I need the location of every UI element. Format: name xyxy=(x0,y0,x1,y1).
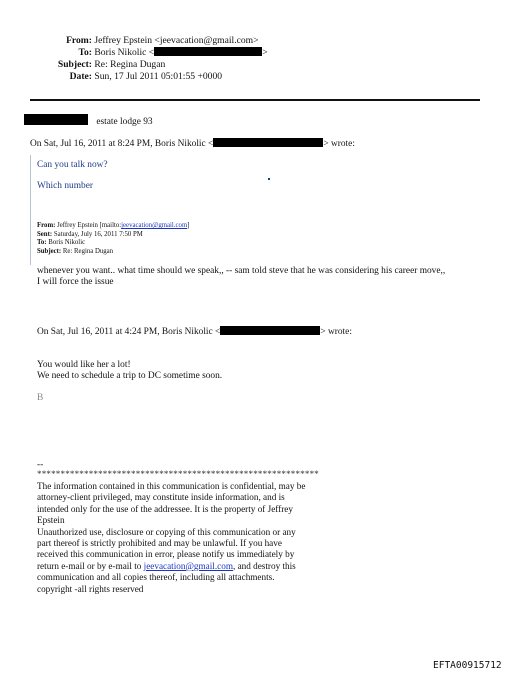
fwd-header xyxy=(37,222,190,256)
reply1-intro xyxy=(30,138,355,151)
redaction-bar xyxy=(220,326,320,335)
email-header xyxy=(30,35,268,83)
disclaimer-part2-text: Unauthorized use, disclosure or copying of this communication or any part thereof is strictly prohibited and may be unlawful. If you have received this communication in error, please notify us immediately by return e-mail or by e-mail to xyxy=(37,526,296,571)
redaction-bar xyxy=(213,138,323,147)
reply2-intro-suffix: > wrote: xyxy=(320,327,352,337)
fwd-subject-row xyxy=(37,248,190,257)
disclaimer xyxy=(37,481,307,595)
fwd-sent-row xyxy=(37,231,190,240)
redaction-bar xyxy=(154,47,262,56)
fwd-from-value: Jeffrey Epstein [mailto: xyxy=(57,222,122,229)
fwd-subject-value: Re: Regina Dugan xyxy=(62,247,114,255)
reply1-intro-suffix: > wrote: xyxy=(323,139,355,149)
fwd-sent-value: Saturday, July 16, 2011 7:50 PM xyxy=(53,230,143,238)
reply2-initial: B xyxy=(37,393,44,403)
fwd-from-suffix: ] xyxy=(187,222,190,229)
header-to-row xyxy=(30,47,268,59)
fwd-to-row xyxy=(37,239,190,248)
header-to-value: Boris Nikolic < xyxy=(94,47,155,58)
header-subject-label: Subject: xyxy=(57,59,92,70)
header-date-row xyxy=(30,71,268,83)
reply2-intro xyxy=(37,326,352,339)
fwd-subject-label: Subject: xyxy=(37,247,62,255)
header-from-value: Jeffrey Epstein <jeevacation@gmail.com> xyxy=(94,35,259,46)
header-date-value: Sun, 17 Jul 2011 05:01:55 +0000 xyxy=(94,71,223,82)
fwd-to-value: Boris Nikolic xyxy=(48,239,86,247)
disclaimer-part1: The information contained in this communication is confidential, may be attorney-client privileged, may constitute inside information, and is intended only for the use of the addressee. It is the property of Jeffrey Epstein xyxy=(37,481,306,526)
message-line2: I will force the issue xyxy=(37,277,114,287)
reply1-line2: Which number xyxy=(37,181,93,191)
header-from-label: From: xyxy=(66,35,92,46)
redaction-bar xyxy=(24,114,88,125)
disclaimer-part2 xyxy=(37,527,307,595)
reply1-intro-text: On Sat, Jul 16, 2011 at 8:24 PM, Boris Nikolic < xyxy=(30,139,214,149)
quote-bar xyxy=(30,155,31,265)
header-date-label: Date: xyxy=(69,71,92,82)
fwd-from-label: From: xyxy=(37,222,56,229)
fwd-sent-label: Sent: xyxy=(37,230,53,238)
header-subject-value: Re: Regina Dugan xyxy=(94,59,166,70)
header-subject-row xyxy=(30,59,268,71)
reply2-intro-text: On Sat, Jul 16, 2011 at 4:24 PM, Boris Nikolic < xyxy=(37,327,221,337)
header-to-label: To: xyxy=(78,47,92,58)
fwd-from-row xyxy=(37,222,190,231)
top-line-text: estate lodge 93 xyxy=(96,117,153,127)
reply1-line1: Can you talk now? xyxy=(37,160,108,170)
disclaimer-part2-suffix: , and destroy this communication and all copies thereof, including all attachments. copyright -all rights reserved xyxy=(37,560,296,594)
signature-dashes: -- xyxy=(37,460,44,470)
fwd-from-email-link[interactable]: jeevacation@gmail.com xyxy=(121,222,188,229)
message-line1: whenever you want.. what time should we speak,, -- sam told steve that he was considering his career move,, xyxy=(37,266,446,276)
header-to-suffix: > xyxy=(262,47,268,58)
top-line xyxy=(24,114,153,129)
fwd-to-label: To: xyxy=(37,239,47,247)
document-id: EFTA00915712 xyxy=(433,660,502,671)
header-divider xyxy=(30,99,480,101)
reply2-line1: You would like her a lot! xyxy=(37,360,131,370)
stray-mark xyxy=(268,178,270,180)
reply2-line2: We need to schedule a trip to DC sometime soon. xyxy=(37,371,223,381)
disclaimer-email-link[interactable]: jeevacation@gmail.com xyxy=(143,560,233,571)
signature-stars: ************************************************************ xyxy=(37,469,319,479)
header-from-row xyxy=(30,35,268,47)
